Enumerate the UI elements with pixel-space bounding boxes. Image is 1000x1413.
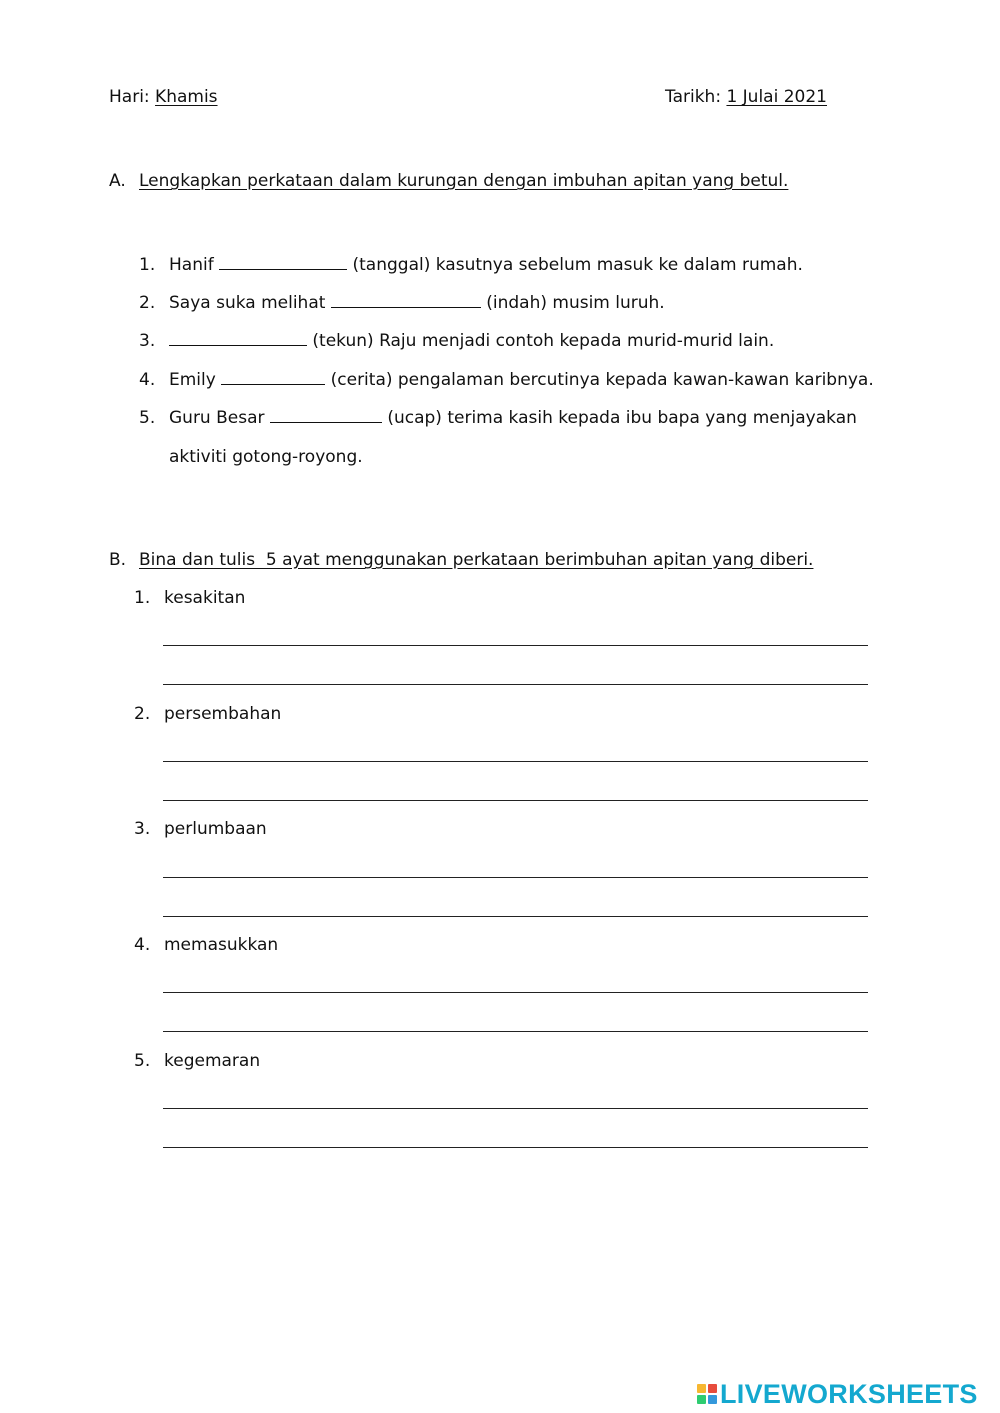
item-number: 1.	[139, 255, 156, 275]
section-a-heading	[109, 171, 788, 191]
item-text-after: (tanggal) kasutnya sebelum masuk ke dalam rumah.	[352, 255, 803, 275]
answer-blank[interactable]	[221, 368, 325, 385]
day-label: Hari:	[109, 87, 150, 107]
section-b-item-1	[134, 588, 245, 608]
answer-blank[interactable]	[169, 329, 307, 346]
item-word: perlumbaan	[164, 819, 267, 839]
item-number: 3.	[134, 819, 151, 839]
date-field	[665, 87, 827, 107]
answer-blank[interactable]	[270, 406, 382, 423]
item-word: memasukkan	[164, 935, 279, 955]
item-number: 3.	[139, 331, 156, 351]
item-text-before: Emily	[169, 370, 216, 390]
writing-line[interactable]	[163, 1031, 868, 1032]
liveworksheets-blocks-icon	[697, 1384, 717, 1404]
item-number: 2.	[139, 293, 156, 313]
item-number: 2.	[134, 704, 151, 724]
item-word: kesakitan	[164, 588, 246, 608]
section-a-letter: A.	[109, 171, 126, 191]
section-a-item-2	[139, 291, 665, 313]
liveworksheets-logo[interactable]	[697, 1377, 978, 1411]
section-a-item-1	[139, 253, 803, 275]
item-number: 4.	[139, 370, 156, 390]
item-text-before: Saya suka melihat	[169, 293, 326, 313]
item-text-after: (cerita) pengalaman bercutinya kepada kawan-kawan karibnya.	[330, 370, 874, 390]
section-b-heading	[109, 550, 813, 570]
item-number: 4.	[134, 935, 151, 955]
item-text-before: Hanif	[169, 255, 214, 275]
section-b-letter: B.	[109, 550, 127, 570]
logo-block	[697, 1395, 706, 1404]
item-text-before: Guru Besar	[169, 408, 265, 428]
logo-text: LIVEWORKSHEETS	[720, 1378, 978, 1409]
logo-block	[697, 1384, 706, 1393]
writing-line[interactable]	[163, 684, 868, 685]
writing-line[interactable]	[163, 800, 868, 801]
item-word: persembahan	[164, 704, 282, 724]
section-b-instruction: Bina dan tulis 5 ayat menggunakan perkataan berimbuhan apitan yang diberi.	[139, 550, 814, 570]
section-b-item-3	[134, 819, 267, 839]
writing-line[interactable]	[163, 992, 868, 993]
logo-block	[708, 1395, 717, 1404]
section-a-item-5	[139, 406, 857, 428]
writing-line[interactable]	[163, 1147, 868, 1148]
date-value: 1 Julai 2021	[726, 87, 827, 107]
section-b-item-5	[134, 1051, 260, 1071]
answer-blank[interactable]	[331, 291, 481, 308]
section-a-item-3	[139, 329, 774, 351]
item-text-after: (tekun) Raju menjadi contoh kepada murid-murid lain.	[312, 331, 775, 351]
section-a-item-4	[139, 368, 874, 390]
answer-blank[interactable]	[219, 253, 347, 270]
date-label: Tarikh:	[665, 87, 722, 107]
item-number: 1.	[134, 588, 151, 608]
writing-line[interactable]	[163, 1108, 868, 1109]
item-text-after: (ucap) terima kasih kepada ibu bapa yang menjayakan	[387, 408, 857, 428]
section-a-instruction: Lengkapkan perkataan dalam kurungan dengan imbuhan apitan yang betul.	[139, 171, 789, 191]
section-b-item-2	[134, 704, 281, 724]
item-word: kegemaran	[164, 1051, 261, 1071]
logo-block	[708, 1384, 717, 1393]
writing-line[interactable]	[163, 916, 868, 917]
item-number: 5.	[139, 408, 156, 428]
item-text-after: (indah) musim luruh.	[486, 293, 665, 313]
writing-line[interactable]	[163, 877, 868, 878]
item-number: 5.	[134, 1051, 151, 1071]
day-field	[109, 87, 237, 107]
section-b-item-4	[134, 935, 278, 955]
section-a-item-5-continuation: aktiviti gotong-royong.	[169, 447, 363, 467]
writing-line[interactable]	[163, 645, 868, 646]
writing-line[interactable]	[163, 761, 868, 762]
day-value: Khamis	[155, 87, 218, 107]
